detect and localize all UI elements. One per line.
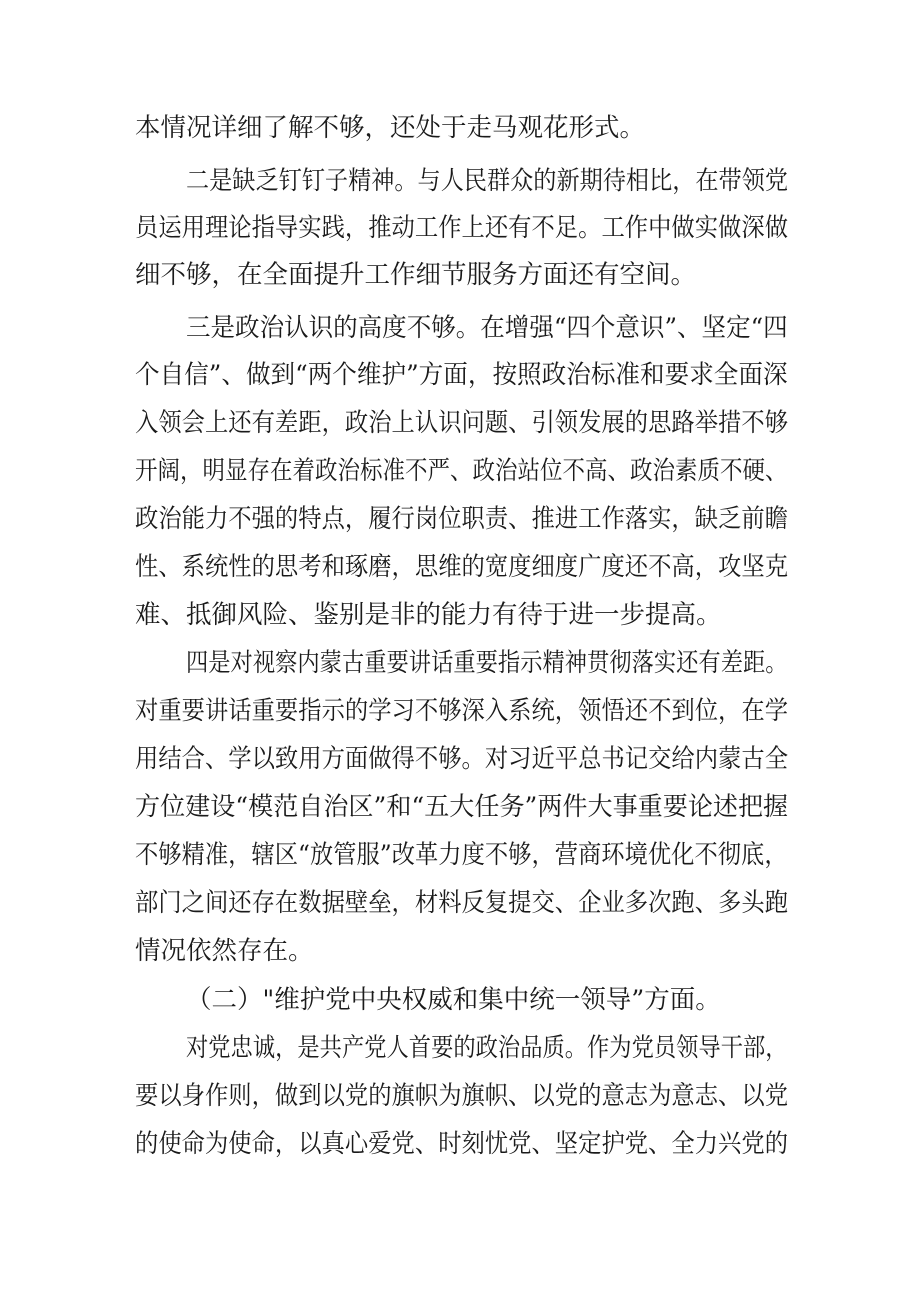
text-line: 用结合、学以致用方面做得不够。对习近平总书记交给内蒙古全 xyxy=(135,744,789,774)
text-line: 难、抵御风险、鉴别是非的能力有待于进一步提高。 xyxy=(135,600,722,630)
text-line: 开阔，明显存在着政治标准不严、政治站位不高、政治素质不硬、 xyxy=(135,456,788,486)
text-line: 三是政治认识的高度不够。在增强“四个意识”、坚定“四 xyxy=(186,313,788,343)
text-line: 要以身作则，做到以党的旗帜为旗帜、以党的意志为意志、以党 xyxy=(135,1081,789,1111)
text-line: 情况依然存在。 xyxy=(135,936,314,966)
text-line: 个自信”、做到“两个维护”方面，按照政治标准和要求全面深 xyxy=(135,360,788,390)
text-line: 二是缺乏钉钉子精神。与人民群众的新期待相比，在带领党 xyxy=(186,166,789,196)
text-line: 细不够，在全面提升工作细节服务方面还有空间。 xyxy=(135,260,697,290)
text-line: 对重要讲话重要指示的学习不够深入系统，领悟还不到位，在学 xyxy=(135,696,789,726)
text-line: 性、系统性的思考和琢磨，思维的宽度细度广度还不高，攻坚克 xyxy=(135,552,789,582)
text-line: 不够精准，辖区“放管服”改革力度不够，营商环境优化不彻底， xyxy=(135,840,788,870)
section-heading: （二）"维护党中央权威和集中统一领导”方面。 xyxy=(186,985,721,1015)
text-line: 本情况详细了解不够，还处于走马观花形式。 xyxy=(135,113,646,143)
text-line: 员运用理论指导实践，推动工作上还有不足。工作中做实做深做 xyxy=(135,213,789,243)
text-line: 政治能力不强的特点，履行岗位职责、推进工作落实，缺乏前瞻 xyxy=(135,504,789,534)
text-line: 对党忠诚，是共产党人首要的政治品质。作为党员领导干部， xyxy=(186,1033,788,1063)
text-line: 部门之间还存在数据壁垒，材料反复提交、企业多次跑、多头跑 xyxy=(135,888,789,918)
text-line: 方位建设“模范自治区”和“五大任务”两件大事重要论述把握 xyxy=(135,792,789,822)
text-line: 的使命为使命，以真心爱党、时刻忧党、坚定护党、全力兴党的 xyxy=(135,1129,789,1159)
text-line: 四是对视察内蒙古重要讲话重要指示精神贯彻落实还有差距。 xyxy=(186,648,788,678)
text-line: 入领会上还有差距，政治上认识问题、引领发展的思路举措不够 xyxy=(135,408,789,438)
